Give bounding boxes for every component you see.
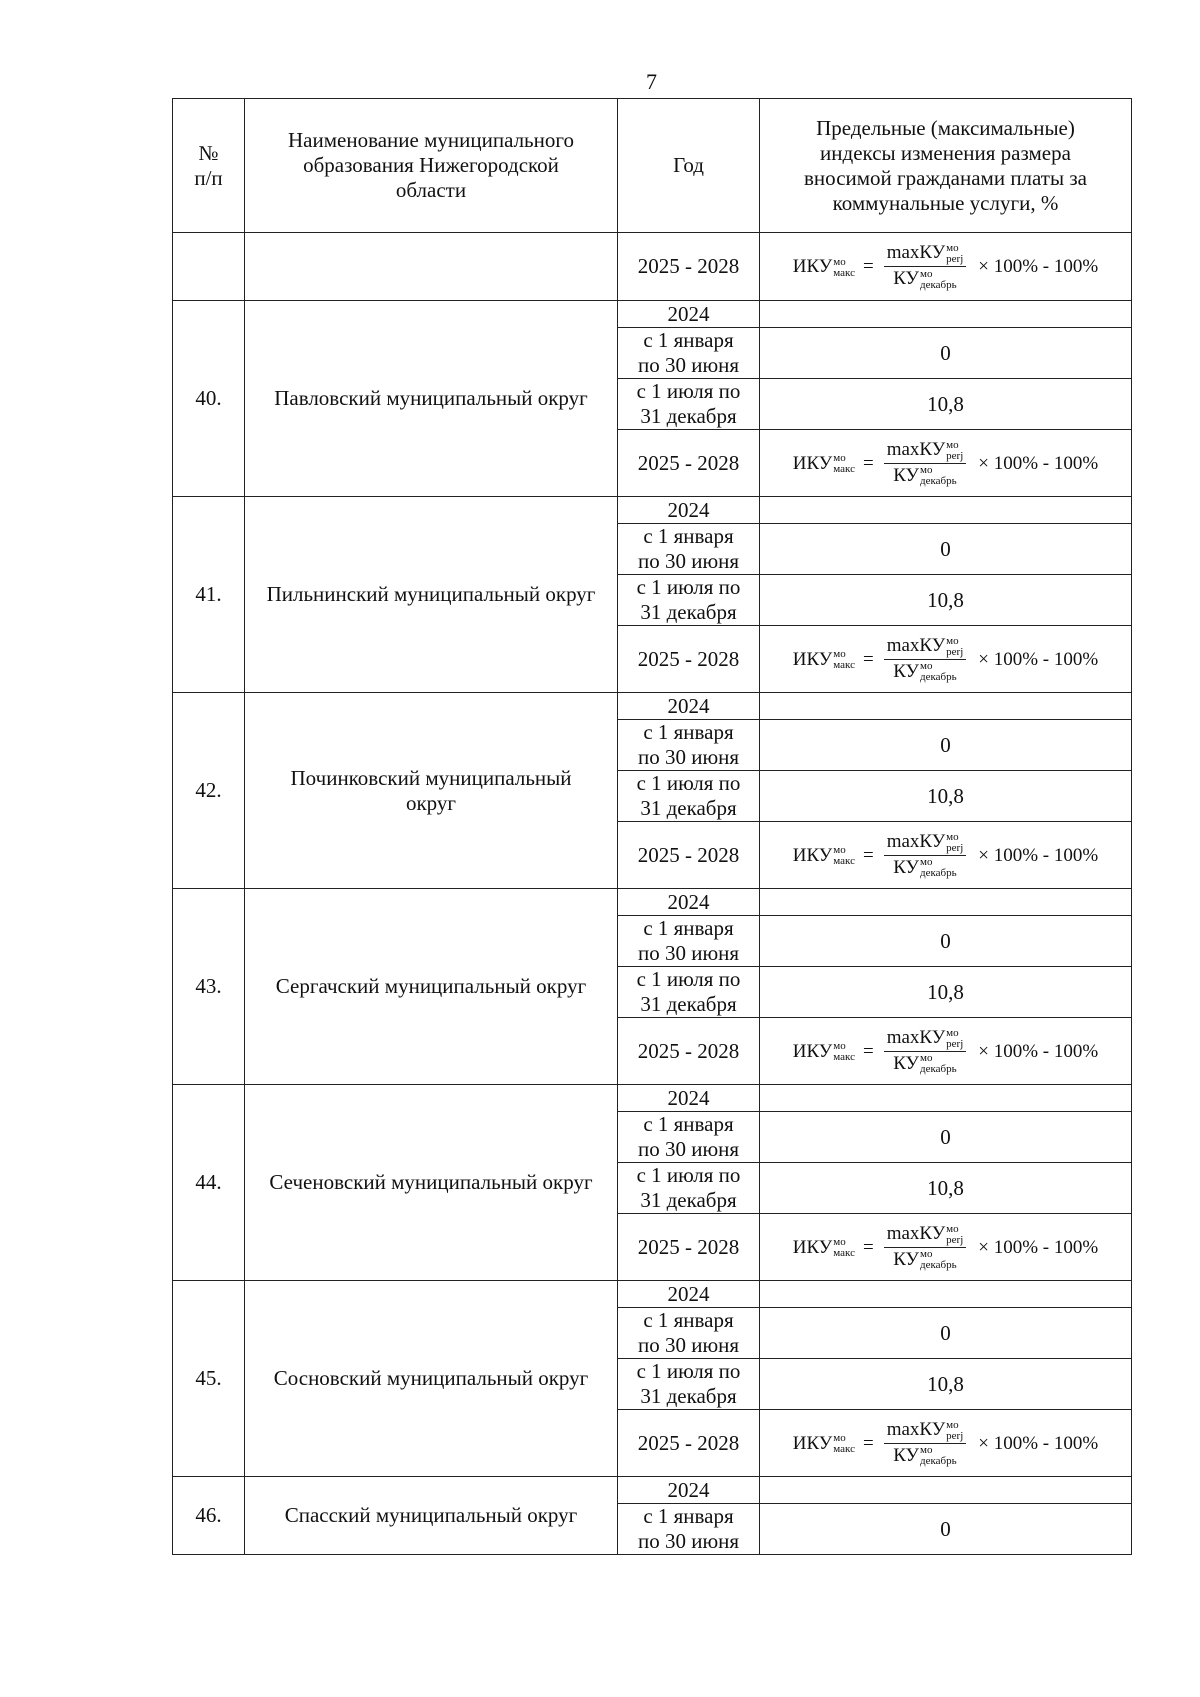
index-formula: ИКУ мо макс = maxКУ мо perj КУ мо декабрь × 100% - 100% (792, 242, 1099, 291)
formula-fraction: maxКУ мо perj КУ мо декабрь (884, 439, 967, 487)
cell-name (245, 233, 618, 301)
cell-value-1: 0 (760, 524, 1132, 575)
cell-year-range: 2025 - 2028 (618, 626, 760, 693)
formula-fraction: maxКУ мо perj КУ мо декабрь (884, 635, 967, 683)
index-formula: ИКУ мо макс = maxКУ мо perj КУ мо декабрь × 100% - 100% (792, 1222, 1099, 1272)
cell-name: Пильнинский муниципальный округ (245, 497, 618, 693)
cell-period-2: с 1 июля по 31 декабря (618, 967, 760, 1018)
cell-formula (760, 626, 1132, 693)
cell-name: Павловский муниципальный округ (245, 301, 618, 497)
table-row (173, 889, 1132, 916)
cell-number: 41. (173, 497, 245, 693)
cell-formula (760, 1018, 1132, 1085)
cell-empty (760, 1281, 1132, 1308)
formula-lhs: ИКУ мо макс (792, 648, 855, 672)
cell-value-2: 10,8 (760, 1163, 1132, 1214)
cell-period-1: с 1 января по 30 июня (618, 1308, 760, 1359)
cell-formula (760, 233, 1132, 301)
formula-lhs: ИКУ мо макс (792, 452, 855, 476)
cell-empty (760, 889, 1132, 916)
cell-period-1: с 1 января по 30 июня (618, 524, 760, 575)
cell-formula (760, 1214, 1132, 1281)
cell-period-1: с 1 января по 30 июня (618, 916, 760, 967)
cell-value-1: 0 (760, 916, 1132, 967)
cell-value-1: 0 (760, 1112, 1132, 1163)
cell-name: Сосновский муниципальный округ (245, 1281, 618, 1477)
formula-lhs: ИКУ мо макс (792, 255, 855, 279)
formula-lhs: ИКУ мо макс (792, 1040, 855, 1064)
page-number: 7 (646, 69, 657, 94)
table-row (173, 301, 1132, 328)
cell-number: 46. (173, 1477, 245, 1555)
index-formula: ИКУ мо макс = maxКУ мо perj КУ мо декабрь × 100% - 100% (792, 1418, 1099, 1468)
cell-year-2024: 2024 (618, 693, 760, 720)
cell-period-1: с 1 января по 30 июня (618, 328, 760, 379)
cell-year: 2025 - 2028 (618, 233, 760, 301)
formula-fraction: maxКУ мо perj КУ мо декабрь (884, 1419, 967, 1467)
cell-number: 43. (173, 889, 245, 1085)
cell-period-1: с 1 января по 30 июня (618, 1112, 760, 1163)
formula-fraction: maxКУ мо perj КУ мо декабрь (884, 1027, 967, 1075)
table-row (173, 1281, 1132, 1308)
cell-value-1: 0 (760, 1504, 1132, 1555)
cell-empty (760, 497, 1132, 524)
cell-name: Сеченовский муниципальный округ (245, 1085, 618, 1281)
cell-number: 40. (173, 301, 245, 497)
cell-period-2: с 1 июля по 31 декабря (618, 575, 760, 626)
cell-period-2: с 1 июля по 31 декабря (618, 1163, 760, 1214)
cell-year-2024: 2024 (618, 889, 760, 916)
cell-number: 45. (173, 1281, 245, 1477)
cell-formula (760, 1410, 1132, 1477)
formula-fraction: maxКУ мо perj КУ мо декабрь (884, 831, 967, 879)
table-row-continuation (173, 233, 1132, 301)
header-number: № п/п (173, 99, 245, 233)
table-row (173, 693, 1132, 720)
cell-period-2: с 1 июля по 31 декабря (618, 1359, 760, 1410)
cell-empty (760, 693, 1132, 720)
cell-value-2: 10,8 (760, 1359, 1132, 1410)
cell-year-range: 2025 - 2028 (618, 822, 760, 889)
table-row (173, 1477, 1132, 1504)
tariff-index-table (172, 98, 1132, 1555)
formula-lhs: ИКУ мо макс (792, 844, 855, 868)
formula-lhs: ИКУ мо макс (792, 1236, 855, 1260)
header-year: Год (618, 99, 760, 233)
cell-year-2024: 2024 (618, 1281, 760, 1308)
cell-value-1: 0 (760, 720, 1132, 771)
cell-value-2: 10,8 (760, 771, 1132, 822)
cell-period-2: с 1 июля по 31 декабря (618, 771, 760, 822)
cell-empty (760, 1477, 1132, 1504)
cell-formula (760, 822, 1132, 889)
formula-fraction: maxКУ мо perj КУ мо декабрь (884, 1223, 967, 1271)
cell-year-range: 2025 - 2028 (618, 1410, 760, 1477)
cell-year-2024: 2024 (618, 1477, 760, 1504)
cell-value-2: 10,8 (760, 967, 1132, 1018)
cell-year-2024: 2024 (618, 301, 760, 328)
cell-value-2: 10,8 (760, 575, 1132, 626)
cell-value-1: 0 (760, 328, 1132, 379)
cell-number (173, 233, 245, 301)
cell-value-1: 0 (760, 1308, 1132, 1359)
index-formula: ИКУ мо макс = maxКУ мо perj КУ мо декабрь × 100% - 100% (792, 1026, 1099, 1076)
table-row (173, 1085, 1132, 1112)
cell-value-2: 10,8 (760, 379, 1132, 430)
cell-year-2024: 2024 (618, 1085, 760, 1112)
index-formula: ИКУ мо макс = maxКУ мо perj КУ мо декабрь × 100% - 100% (792, 634, 1099, 684)
formula-fraction: maxКУ мо perj КУ мо декабрь (884, 242, 967, 290)
formula-lhs: ИКУ мо макс (792, 1432, 855, 1456)
cell-number: 44. (173, 1085, 245, 1281)
cell-year-range: 2025 - 2028 (618, 1018, 760, 1085)
cell-name: Починковский муниципальный округ (245, 693, 618, 889)
table-row (173, 497, 1132, 524)
cell-name: Сергачский муниципальный округ (245, 889, 618, 1085)
cell-period-2: с 1 июля по 31 декабря (618, 379, 760, 430)
cell-year-range: 2025 - 2028 (618, 1214, 760, 1281)
cell-empty (760, 1085, 1132, 1112)
table-header-row (173, 99, 1132, 233)
header-name: Наименование муниципального образования Нижегородской области (245, 99, 618, 233)
cell-name: Спасский муниципальный округ (245, 1477, 618, 1555)
cell-formula (760, 430, 1132, 497)
index-formula: ИКУ мо макс = maxКУ мо perj КУ мо декабрь × 100% - 100% (792, 438, 1099, 488)
cell-year-range: 2025 - 2028 (618, 430, 760, 497)
cell-period-1: с 1 января по 30 июня (618, 1504, 760, 1555)
cell-year-2024: 2024 (618, 497, 760, 524)
cell-period-1: с 1 января по 30 июня (618, 720, 760, 771)
index-formula: ИКУ мо макс = maxКУ мо perj КУ мо декабрь × 100% - 100% (792, 830, 1099, 880)
cell-number: 42. (173, 693, 245, 889)
cell-empty (760, 301, 1132, 328)
header-index: Предельные (максимальные) индексы изменения размера вносимой гражданами платы за коммунальные услуги, % (760, 99, 1132, 233)
